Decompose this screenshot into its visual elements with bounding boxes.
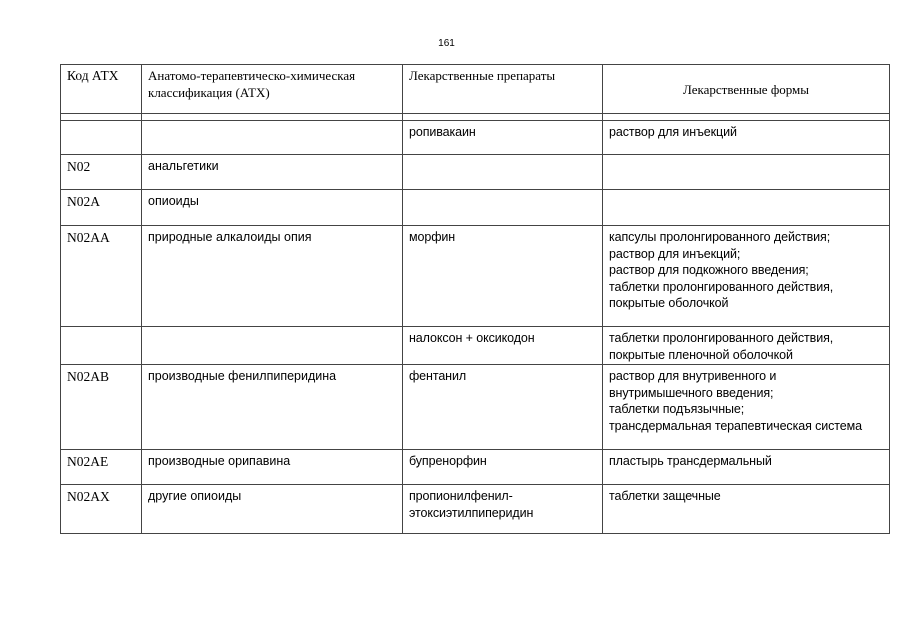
drug-cell <box>403 485 603 534</box>
drug-cell <box>403 190 603 226</box>
drug-name: морфин <box>409 230 456 244</box>
form-line: таблетки пролонгированного действия, <box>609 331 834 345</box>
drug-name: налоксон + оксикодон <box>409 331 535 345</box>
atx-code-cell: N02AE <box>61 450 142 485</box>
classification-cell <box>142 121 403 155</box>
form-line: внутримышечного введения; <box>609 385 774 400</box>
table-row <box>61 485 890 534</box>
forms-cell <box>603 190 890 226</box>
form-line: раствор для инъекций; <box>609 246 741 261</box>
atx-table <box>60 64 890 534</box>
form-line: покрытые оболочкой <box>609 296 729 310</box>
drug-name: ропивакаин <box>409 125 476 139</box>
classification-cell: анальгетики <box>142 155 403 190</box>
form-line: таблетки защечные <box>609 489 721 503</box>
forms-cell <box>603 327 890 365</box>
table-row <box>61 121 890 155</box>
drug-cell <box>403 365 603 450</box>
atx-code-cell: N02AA <box>61 226 142 327</box>
drug-name: этоксиэтилпиперидин <box>409 505 534 520</box>
forms-cell <box>603 226 890 327</box>
forms-cell <box>603 365 890 450</box>
atx-code-cell: N02AB <box>61 365 142 450</box>
classification-cell: другие опиоиды <box>142 485 403 534</box>
form-line: таблетки подъязычные; <box>609 402 745 416</box>
form-line: раствор для подкожного введения; <box>609 263 809 277</box>
table-row <box>61 226 890 327</box>
table-row <box>61 155 890 190</box>
table-row <box>61 450 890 485</box>
spacer-cell <box>142 114 403 121</box>
spacer-cell <box>403 114 603 121</box>
table-row <box>61 327 890 365</box>
atx-code-cell: N02AX <box>61 485 142 534</box>
forms-cell <box>603 485 890 534</box>
spacer-cell <box>603 114 890 121</box>
form-line: раствор для внутривенного и <box>609 369 777 383</box>
atx-code-cell: N02A <box>61 190 142 226</box>
table-row <box>61 190 890 226</box>
forms-cell <box>603 121 890 155</box>
drug-name: бупренорфин <box>409 454 487 468</box>
classification-cell: производные фенилпиперидина <box>142 365 403 450</box>
header-classification: Анатомо-терапевтическо-химическая классификация (АТХ) <box>142 65 403 114</box>
form-line: пластырь трансдермальный <box>609 454 772 468</box>
form-line: покрытые пленочной оболочкой <box>609 347 793 362</box>
spacer-cell <box>61 114 142 121</box>
form-line: трансдермальная терапевтическая система <box>609 418 862 433</box>
atx-code-cell <box>61 121 142 155</box>
drug-cell <box>403 226 603 327</box>
page-number: 161 <box>438 38 455 49</box>
classification-cell: производные орипавина <box>142 450 403 485</box>
classification-cell <box>142 327 403 365</box>
drug-name: фентанил <box>409 369 467 383</box>
header-forms: Лекарственные формы <box>603 65 890 114</box>
drug-cell <box>403 327 603 365</box>
forms-cell <box>603 450 890 485</box>
header-code: Код АТХ <box>61 65 142 114</box>
atx-code-cell: N02 <box>61 155 142 190</box>
classification-cell: опиоиды <box>142 190 403 226</box>
header-drugs: Лекарственные препараты <box>403 65 603 114</box>
forms-cell <box>603 155 890 190</box>
drug-cell <box>403 450 603 485</box>
table-spacer-row <box>61 114 890 121</box>
classification-cell: природные алкалоиды опия <box>142 226 403 327</box>
form-line: раствор для инъекций <box>609 125 737 139</box>
form-line: таблетки пролонгированного действия, <box>609 279 834 294</box>
table-row <box>61 365 890 450</box>
atx-code-cell <box>61 327 142 365</box>
table-header-row <box>61 65 890 114</box>
form-line: капсулы пролонгированного действия; <box>609 230 831 244</box>
drug-cell <box>403 155 603 190</box>
drug-name: пропионилфенил- <box>409 489 513 503</box>
drug-cell <box>403 121 603 155</box>
